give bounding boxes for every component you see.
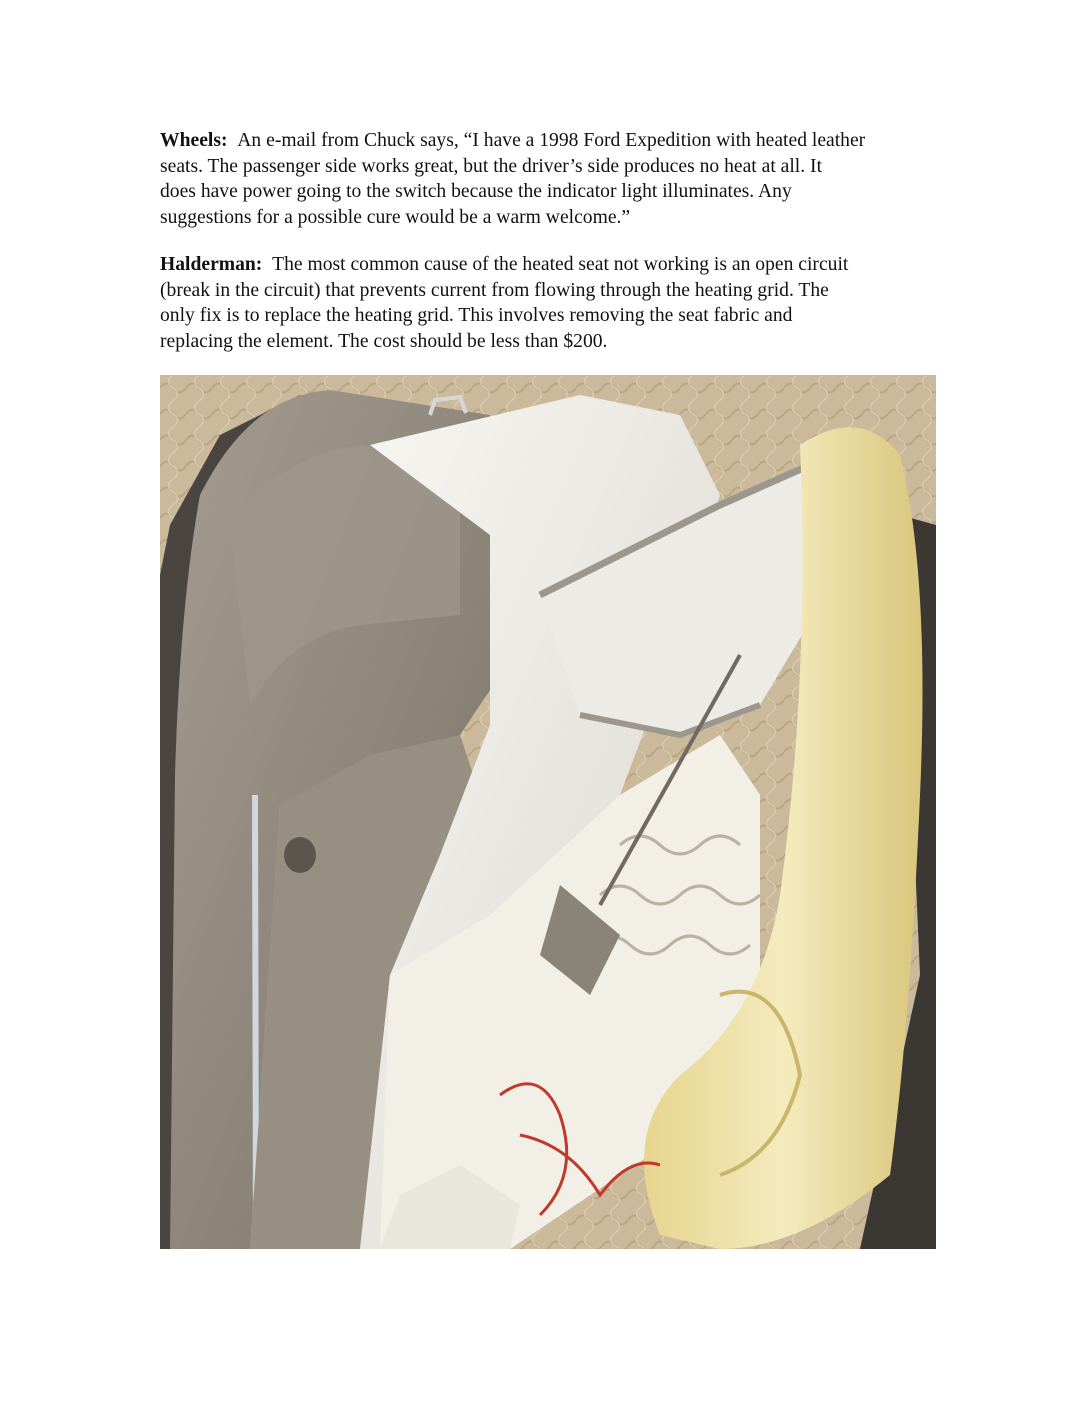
answer-line-4: replacing the element. The cost should be less than $200. xyxy=(160,330,608,352)
wheels-label: Wheels: xyxy=(160,130,228,151)
answer-line-3: only fix is to replace the heating grid. This involves removing the seat fabric and xyxy=(160,305,793,326)
answer-line-2: (break in the circuit) that prevents current from flowing through the heating grid. The xyxy=(160,279,829,301)
answer-line-1: The most common cause of the heated seat not working is an open circuit xyxy=(272,254,849,275)
seat-illustration xyxy=(160,375,936,1249)
leather-hole xyxy=(284,837,316,873)
question-line-3: does have power going to the switch because the indicator light illuminates. Any xyxy=(160,181,792,202)
heated-seat-photo xyxy=(160,375,936,1249)
halderman-label: Halderman: xyxy=(160,254,263,275)
question-line-1: An e-mail from Chuck says, “I have a 1998 Ford Expedition with heated leather xyxy=(237,130,866,151)
question-line-4: suggestions for a possible cure would be a warm welcome.” xyxy=(160,206,631,228)
question-paragraph xyxy=(160,128,950,230)
question-line-2: seats. The passenger side works great, but the driver’s side produces no heat at all. It xyxy=(160,155,823,177)
answer-paragraph xyxy=(160,252,950,354)
